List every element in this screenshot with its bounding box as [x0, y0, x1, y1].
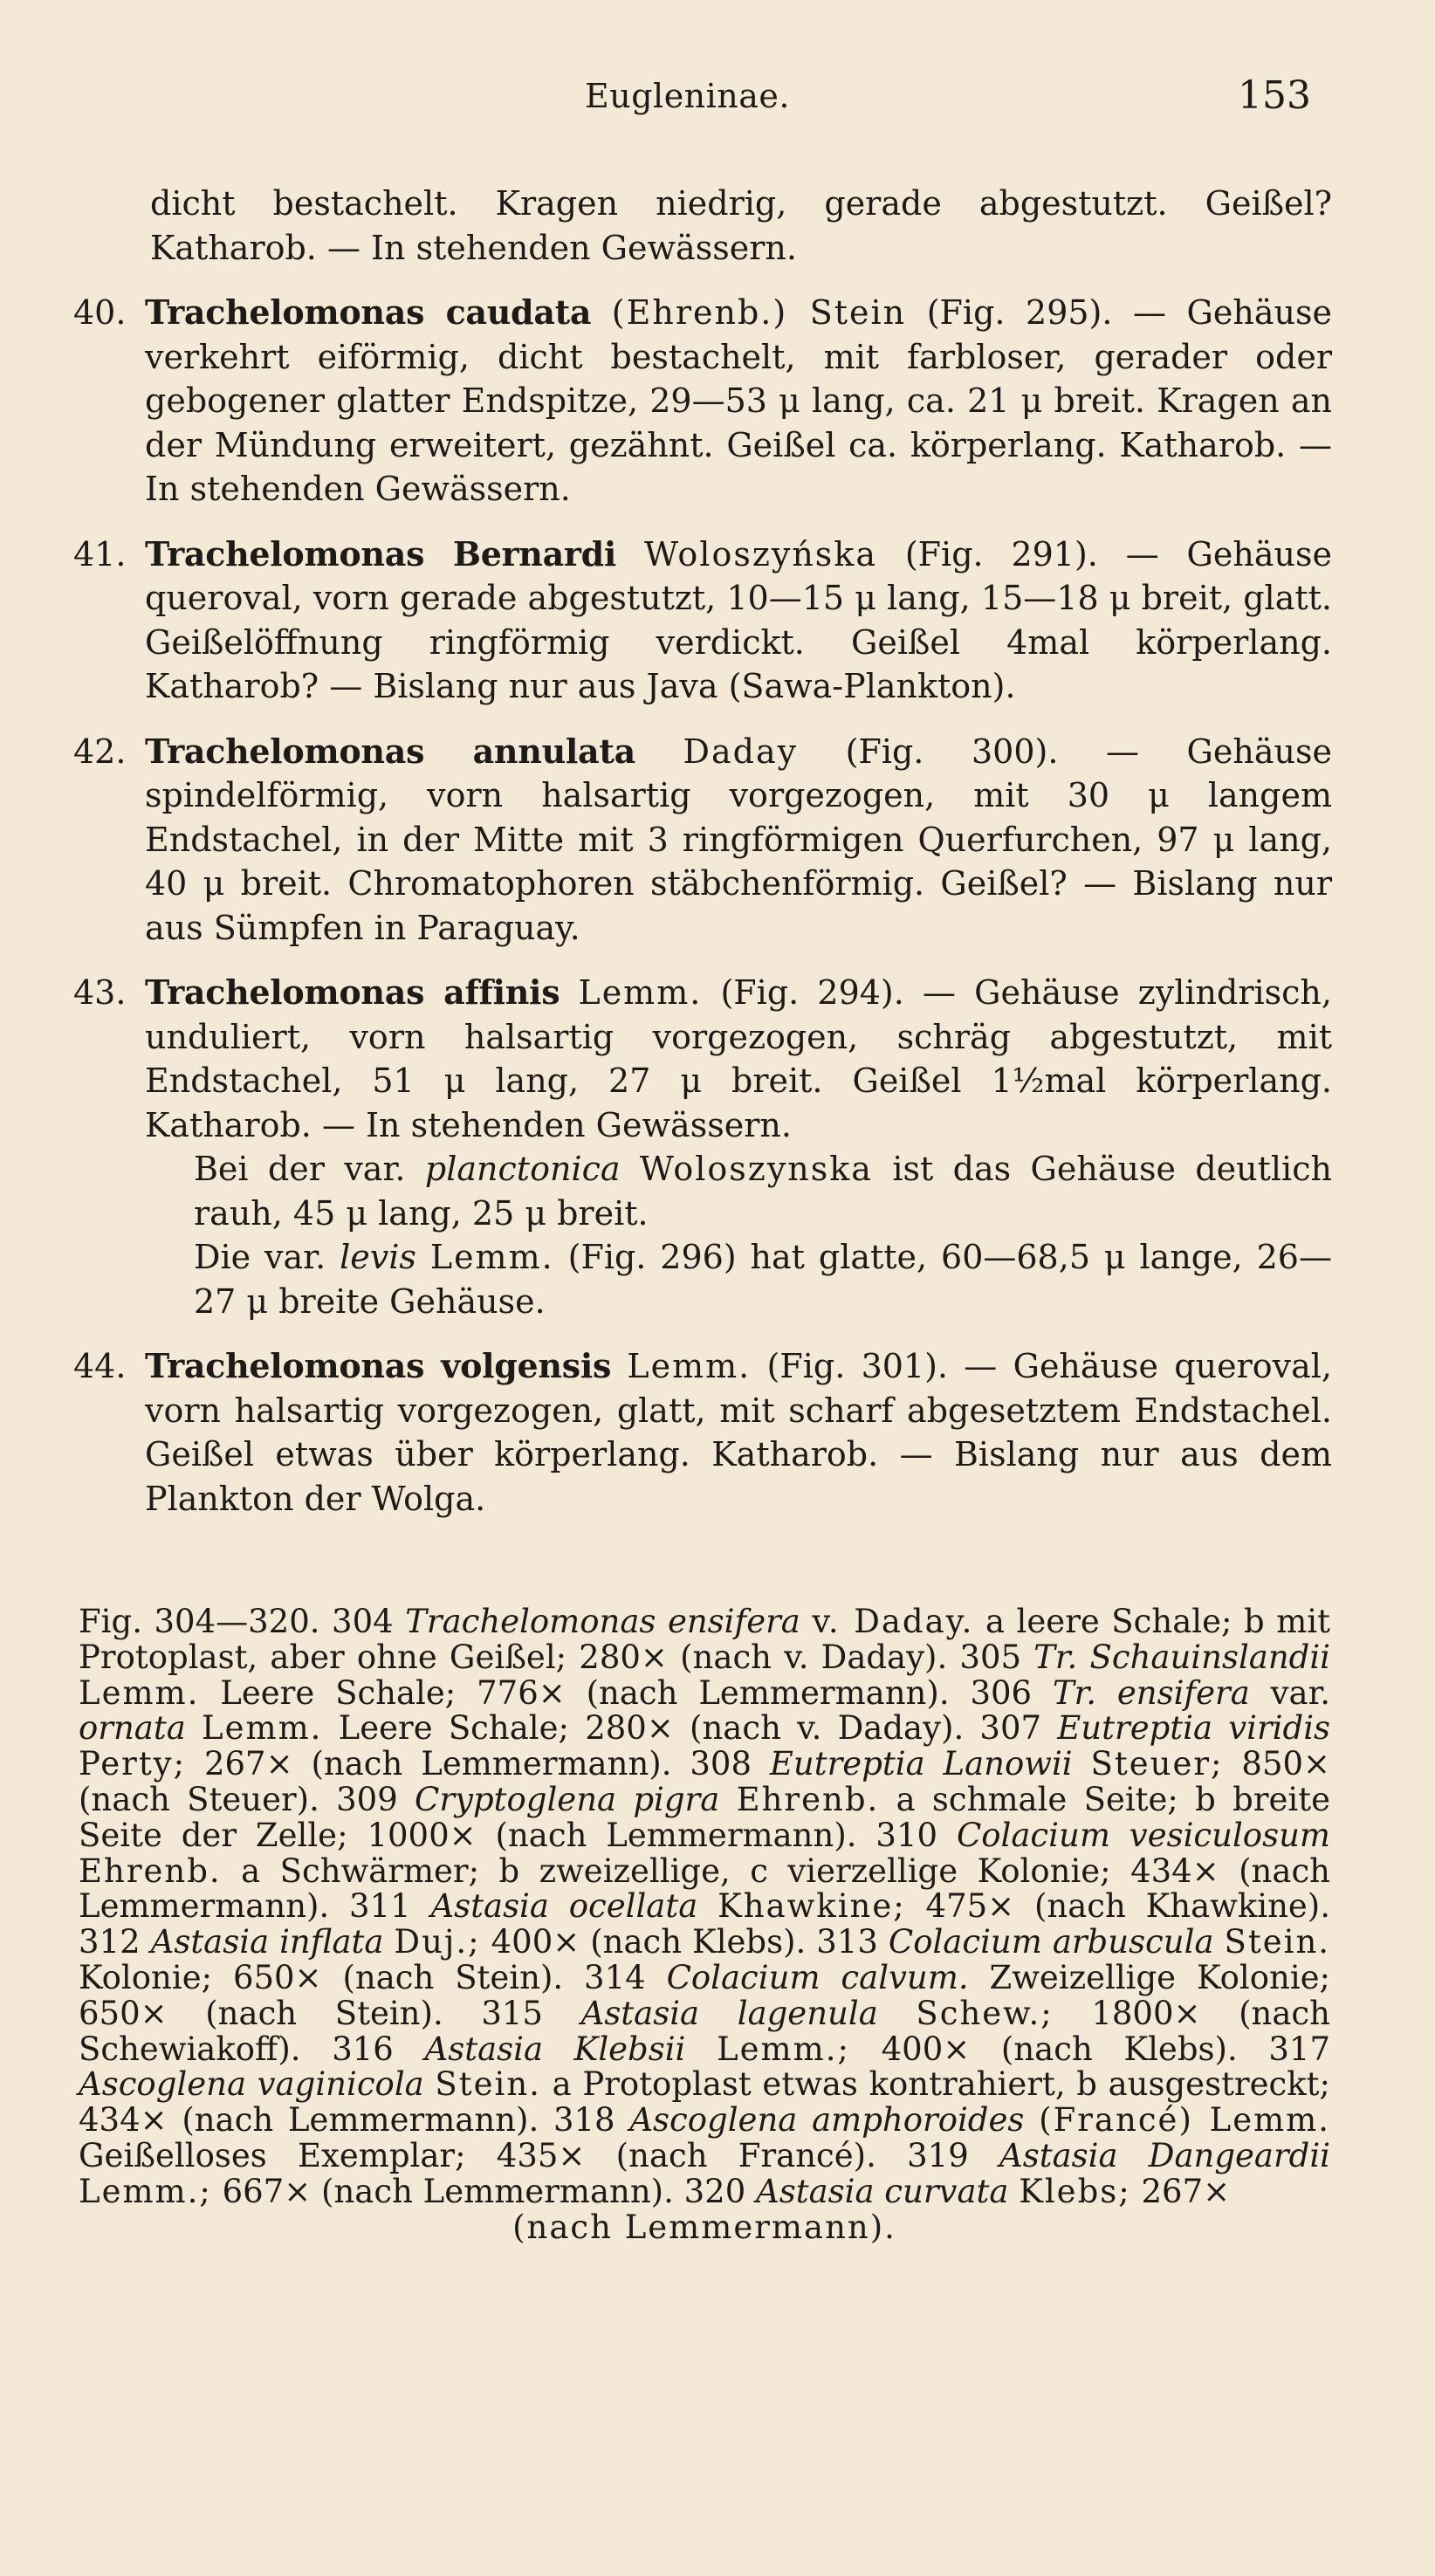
running-title: Eugleninae.: [585, 77, 791, 115]
species-author: (Ehrenb.) Stein: [611, 293, 907, 332]
caption-end: (nach Lemmermann).: [512, 2208, 896, 2246]
species-entry-40: 40. Trachelomonas caudata (Ehrenb.) Stein (Fig. 295). — Gehäuse verkehrt eiförmig, dicht bestachelt, mit farbloser, gerader oder gebogener glatter Endspitze, 29—53 μ lang, ca. 21 μ breit. Kragen an der Mündung erweitert, gezähnt. Geißel ca. körperlang. Katharob. — In stehenden Gewässern.: [73, 292, 1332, 508]
species-name: Trachelomonas volgensis: [145, 1346, 612, 1385]
species-description: (Fig. 300). — Gehäuse spindelförmig, vorn halsartig vorgezogen, mit 30 μ langem Endstachel, in der Mitte mit 3 ringförmigen Querfurchen, 97 μ lang, 40 μ breit. Chromatophoren stäbchenförmig. Geißel? — Bislang nur aus Sümpfen in Paraguay.: [145, 732, 1332, 947]
variety-name: levis: [340, 1238, 416, 1276]
species-description: (Fig. 294). — Gehäuse zylindrisch, unduliert, vorn halsartig vorgezogen, schräg abgestutzt, mit Endstachel, 51 μ lang, 27 μ breit. Geißel 1½mal körperlang. Katharob. — In stehenden Gewässern.: [145, 973, 1332, 1144]
main-text: [73, 182, 1332, 1521]
variety-author: Woloszynska: [639, 1150, 873, 1188]
species-author: Lemm.: [578, 973, 703, 1012]
figure-caption: Fig. 304—320. 304 Trachelomonas ensifera v. Daday. a leere Schale; b mit Protoplast, aber ohne Geißel; 280× (nach v. Daday). 305 Tr. Schauinslandii Lemm. Leere Schale; 776× (nach Lemmermann). 306 Tr. ensifera var. ornata Lemm. Leere Schale; 280× (nach v. Daday). 307 Eutreptia viridis Perty; 267× (nach Lemmermann). 308 Eutreptia Lanowii Steuer; 850× (nach Steuer). 309 Cryptoglena pigra Ehrenb. a schmale Seite; b breite Seite der Zelle; 1000× (nach Lemmermann). 310 Colacium vesiculosum Ehrenb. a Schwärmer; b zweizellige, c vierzellige Kolonie; 434× (nach Lemmermann). 311 Astasia ocellata Khawkine; 475× (nach Khawkine). 312 Astasia inflata Duj.; 400× (nach Klebs). 313 Colacium arbuscula Stein. Kolonie; 650× (nach Stein). 314 Colacium calvum. Zweizellige Kolonie; 650× (nach Stein). 315 Astasia lagenula Schew.; 1800× (nach Schewiakoff). 316 Astasia Klebsii Lemm.; 400× (nach Klebs). 317 Ascoglena vaginicola Stein. a Protoplast etwas kontrahiert, b ausgestreckt; 434× (nach Lemmermann). 318 Ascoglena amphoroides (Francé) Lemm. Geißelloses Exemplar; 435× (nach Francé). 319 Astasia Dangeardii Lemm.; 667× (nach Lemmermann). 320 Astasia curvata Klebs; 267× (nach Lemmermann).: [79, 1603, 1331, 2246]
variety-planctonica: Bei der var. planctonica Woloszynska ist das Gehäuse deutlich rauh, 45 μ lang, 25 μ breit.: [194, 1150, 1332, 1233]
species-name: Trachelomonas affinis: [145, 972, 560, 1012]
species-description: (Fig. 301). — Gehäuse queroval, vorn halsartig vorgezogen, glatt, mit scharf abgesetztem Endstachel. Geißel etwas über körperlang. Katharob. — Bislang nur aus dem Plankton der Wolga.: [145, 1347, 1332, 1518]
variety-author: Lemm.: [429, 1238, 554, 1276]
species-entry-43: 43. Trachelomonas affinis Lemm. (Fig. 294). — Gehäuse zylindrisch, unduliert, vorn halsartig vorgezogen, schräg abgestutzt, mit Endstachel, 51 μ lang, 27 μ breit. Geißel 1½mal körperlang. Katharob. — In stehenden Gewässern.: [73, 972, 1332, 1144]
running-header: [0, 73, 1435, 138]
species-name: Trachelomonas caudata: [145, 292, 592, 332]
species-description: (Fig. 291). — Gehäuse queroval, vorn gerade abgestutzt, 10—15 μ lang, 15—18 μ breit, glatt. Geißelöffnung ringförmig verdickt. Geißel 4mal körperlang. Katharob? — Bislang nur aus Java (Sawa-Plankton).: [145, 534, 1332, 705]
variety-name: planctonica: [424, 1150, 621, 1188]
species-author: Lemm.: [627, 1347, 752, 1385]
species-entry-44: 44. Trachelomonas volgensis Lemm. (Fig. 301). — Gehäuse queroval, vorn halsartig vorgezogen, glatt, mit scharf abgesetztem Endstachel. Geißel etwas über körperlang. Katharob. — Bislang nur aus dem Plankton der Wolga.: [73, 1346, 1332, 1518]
species-entry-42: 42. Trachelomonas annulata Daday (Fig. 300). — Gehäuse spindelförmig, vorn halsartig vorgezogen, mit 30 μ langem Endstachel, in der Mitte mit 3 ringförmigen Querfurchen, 97 μ lang, 40 μ breit. Chromatophoren stäbchenförmig. Geißel? — Bislang nur aus Sümpfen in Paraguay.: [73, 731, 1332, 947]
continued-paragraph: dicht bestachelt. Kragen niedrig, gerade abgestutzt. Geißel? Katharob. — In stehenden Gewässern.: [150, 184, 1332, 267]
species-author: Daday: [683, 732, 799, 771]
variety-levis: Die var. levis Lemm. (Fig. 296) hat glatte, 60—68,5 μ lange, 26—27 μ breite Gehäuse.: [194, 1238, 1332, 1321]
species-description: (Fig. 295). — Gehäuse verkehrt eiförmig, dicht bestachelt, mit farbloser, gerader oder gebogener glatter Endspitze, 29—53 μ lang, ca. 21 μ breit. Kragen an der Mündung erweitert, gezähnt. Geißel ca. körperlang. Katharob. — In stehenden Gewässern.: [145, 293, 1332, 508]
species-name: Trachelomonas Bernardi: [145, 533, 617, 574]
species-author: Woloszyńska: [643, 534, 877, 574]
species-entry-41: 41. Trachelomonas Bernardi Woloszyńska (Fig. 291). — Gehäuse queroval, vorn gerade abgestutzt, 10—15 μ lang, 15—18 μ breit, glatt. Geißelöffnung ringförmig verdickt. Geißel 4mal körperlang. Katharob? — Bislang nur aus Java (Sawa-Plankton).: [73, 533, 1332, 705]
page-number: 153: [1238, 73, 1311, 118]
species-name: Trachelomonas annulata: [145, 731, 635, 771]
